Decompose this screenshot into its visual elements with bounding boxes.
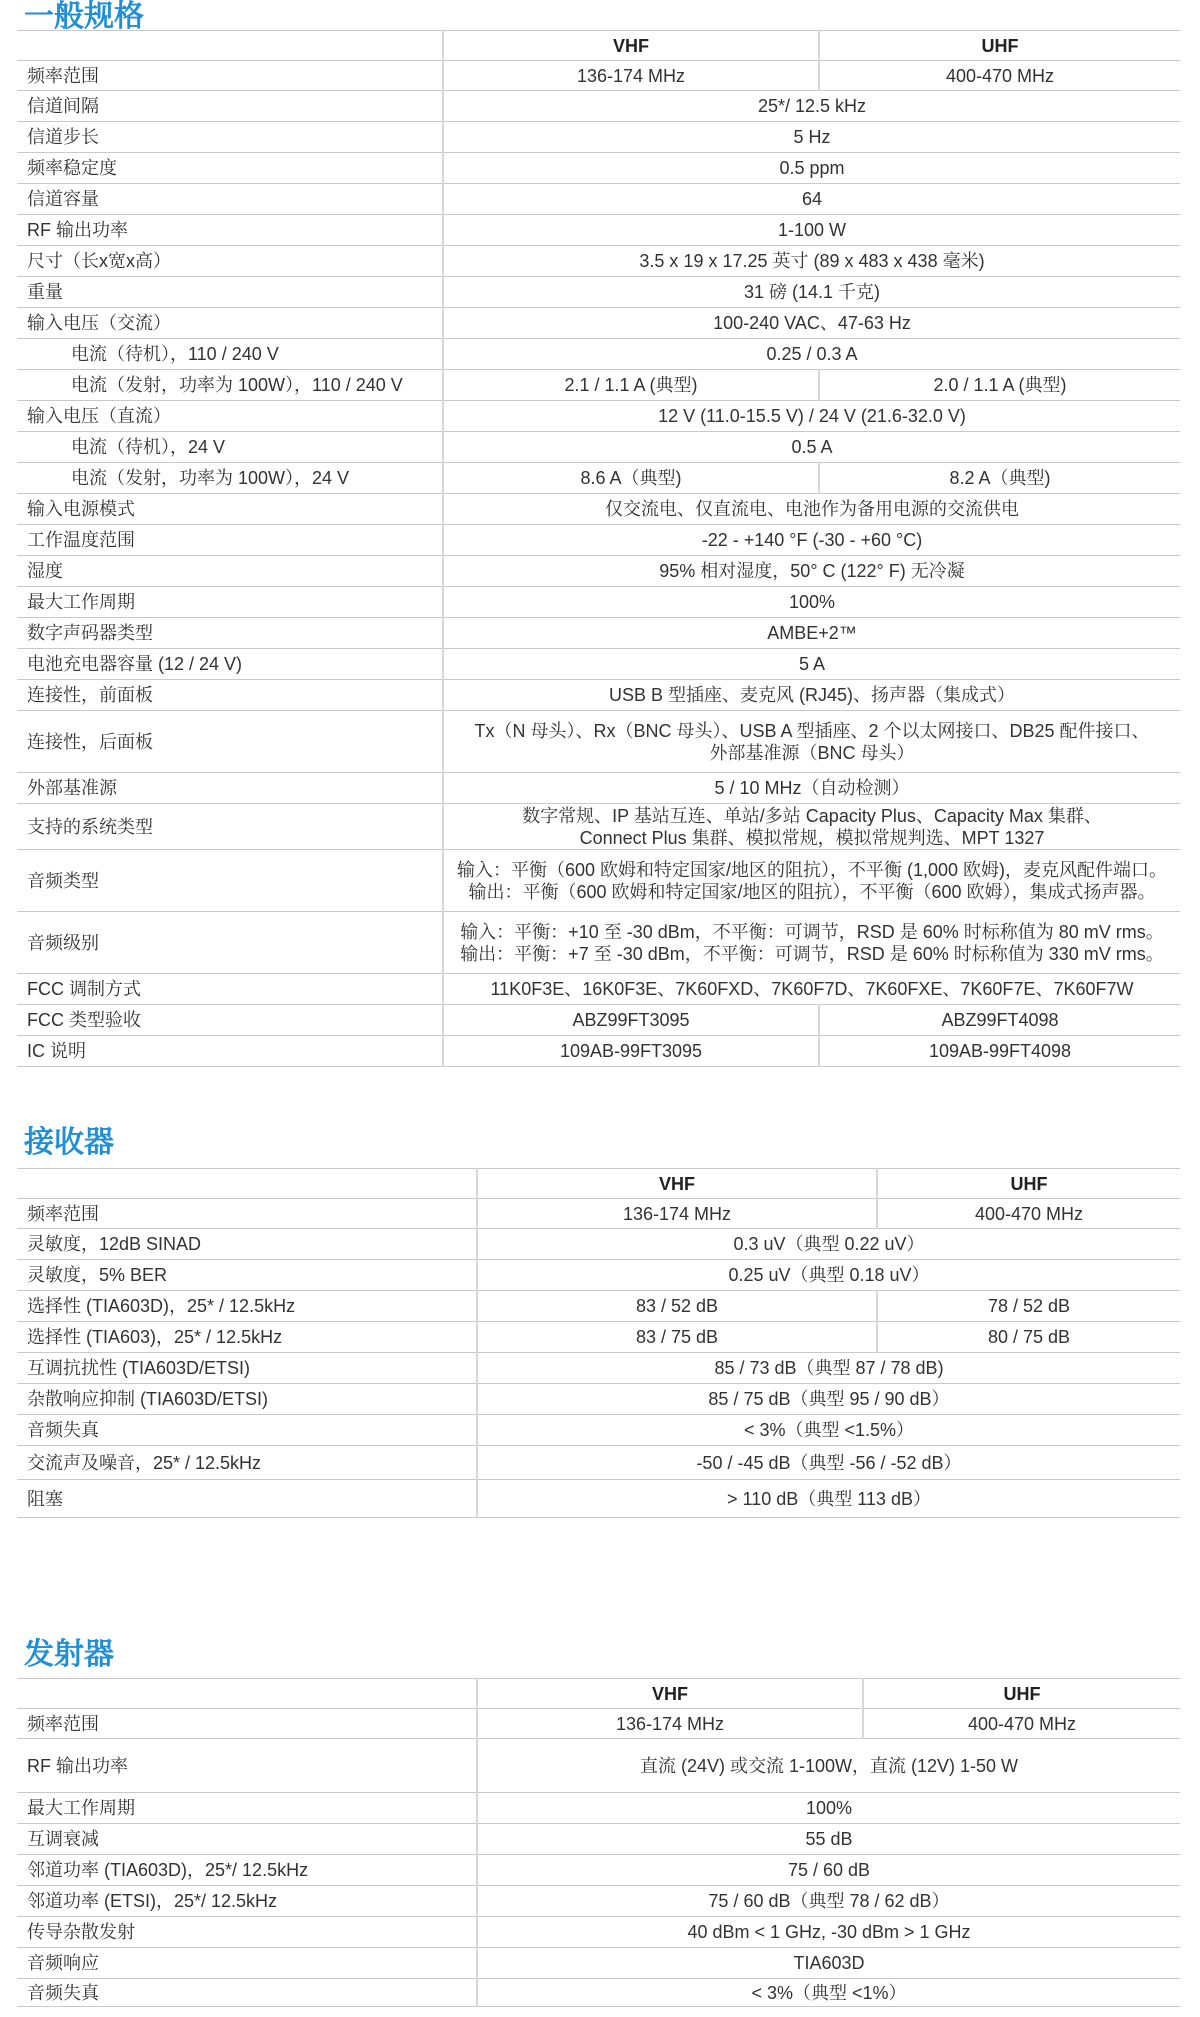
spec-value: 25*/ 12.5 kHz (443, 91, 1180, 122)
spec-row (17, 618, 1180, 649)
spec-label: RF 输出功率 (17, 215, 443, 246)
spec-row (17, 246, 1180, 277)
spec-value: AMBE+2™ (443, 618, 1180, 649)
spec-value: 100% (477, 1793, 1180, 1824)
spec-row (17, 1917, 1180, 1948)
spec-row (17, 432, 1180, 463)
spec-label: 互调衰减 (17, 1824, 477, 1855)
spec-value (443, 912, 1180, 974)
uhf-value: 78 / 52 dB (877, 1291, 1180, 1322)
spec-label: 电流（发射，功率为 100W），24 V (17, 463, 443, 494)
spec-value-line-2: Connect Plus 集群、模拟常规，模拟常规判选、MPT 1327 (579, 827, 1045, 848)
spec-row (17, 1739, 1180, 1793)
spec-row (17, 1260, 1180, 1291)
spec-value: < 3%（典型 <1%） (477, 1979, 1180, 2007)
spec-label: RF 输出功率 (17, 1739, 477, 1793)
spec-label: FCC 调制方式 (17, 974, 443, 1005)
spec-row (17, 1415, 1180, 1446)
spec-row (17, 1948, 1180, 1979)
header-blank-cell (17, 1679, 477, 1709)
spec-label: 输入电源模式 (17, 494, 443, 525)
spec-label: 音频失真 (17, 1979, 477, 2007)
spec-value: 12 V (11.0-15.5 V) / 24 V (21.6-32.0 V) (443, 401, 1180, 432)
uhf-value: 400-470 MHz (863, 1709, 1180, 1739)
spec-value: -50 / -45 dB（典型 -56 / -52 dB） (477, 1446, 1180, 1480)
spec-row (17, 525, 1180, 556)
spec-value: 31 磅 (14.1 千克) (443, 277, 1180, 308)
vhf-value: 136-174 MHz (477, 1199, 877, 1229)
uhf-value: 400-470 MHz (877, 1199, 1180, 1229)
spec-value: TIA603D (477, 1948, 1180, 1979)
spec-row (17, 184, 1180, 215)
spec-value: USB B 型插座、麦克风 (RJ45)、扬声器（集成式） (443, 680, 1180, 711)
spec-label: 阻塞 (17, 1480, 477, 1518)
spec-value (443, 711, 1180, 773)
vhf-value: ABZ99FT3095 (443, 1005, 819, 1036)
header-blank-cell (17, 1169, 477, 1199)
spec-label: 工作温度范围 (17, 525, 443, 556)
spec-row (17, 1446, 1180, 1480)
uhf-column-header: UHF (877, 1169, 1180, 1199)
vhf-column-header: VHF (443, 31, 819, 61)
spec-row (17, 1979, 1180, 2007)
spec-label: IC 说明 (17, 1036, 443, 1067)
spec-row (17, 1322, 1180, 1353)
spec-label: 频率范围 (17, 1709, 477, 1739)
spec-value: 85 / 73 dB（典型 87 / 78 dB) (477, 1353, 1180, 1384)
spec-label: 信道步长 (17, 122, 443, 153)
column-header-row (17, 1169, 1180, 1199)
spec-row (17, 804, 1180, 850)
spec-row (17, 1886, 1180, 1917)
spec-label: 灵敏度，5% BER (17, 1260, 477, 1291)
spec-label: 外部基准源 (17, 773, 443, 804)
uhf-value: 80 / 75 dB (877, 1322, 1180, 1353)
spec-row (17, 494, 1180, 525)
receiver-table (17, 1168, 1180, 1518)
spec-value-line-1: 输入：平衡：+10 至 -30 dBm，不平衡：可调节，RSD 是 60% 时标称值为 80 mV rms。 (460, 921, 1164, 942)
spec-label: 频率稳定度 (17, 153, 443, 184)
spec-value: 0.3 uV（典型 0.22 uV） (477, 1229, 1180, 1260)
vhf-value: 2.1 / 1.1 A (典型) (443, 370, 819, 401)
spec-label: 频率范围 (17, 1199, 477, 1229)
spec-row (17, 912, 1180, 974)
spec-value: < 3%（典型 <1.5%） (477, 1415, 1180, 1446)
vhf-value: 136-174 MHz (477, 1709, 863, 1739)
uhf-column-header: UHF (863, 1679, 1180, 1709)
spec-label: 音频失真 (17, 1415, 477, 1446)
spec-value-line-2: 外部基准源（BNC 母头） (709, 742, 915, 763)
spec-label: 连接性，前面板 (17, 680, 443, 711)
spec-label: 尺寸（长x宽x高） (17, 246, 443, 277)
spec-label: 数字声码器类型 (17, 618, 443, 649)
spec-row (17, 277, 1180, 308)
general-specs-title: 一般规格 (24, 0, 144, 33)
spec-label: 电流（待机），24 V (17, 432, 443, 463)
spec-row (17, 1353, 1180, 1384)
spec-value-line-2: 输出：平衡：+7 至 -30 dBm，不平衡：可调节，RSD 是 60% 时标称值为 330 mV rms。 (460, 943, 1164, 964)
spec-label: 音频类型 (17, 850, 443, 912)
spec-label: FCC 类型验收 (17, 1005, 443, 1036)
spec-value: 0.25 uV（典型 0.18 uV） (477, 1260, 1180, 1291)
spec-value: 5 / 10 MHz（自动检测） (443, 773, 1180, 804)
uhf-value: 8.2 A（典型) (819, 463, 1180, 494)
spec-value: 75 / 60 dB（典型 78 / 62 dB） (477, 1886, 1180, 1917)
spec-value-line-1: 数字常规、IP 基站互连、单站/多站 Capacity Plus、Capacity Max 集群、 (522, 805, 1102, 826)
uhf-value: 2.0 / 1.1 A (典型) (819, 370, 1180, 401)
spec-label: 灵敏度，12dB SINAD (17, 1229, 477, 1260)
spec-row (17, 339, 1180, 370)
uhf-value: ABZ99FT4098 (819, 1005, 1180, 1036)
spec-label: 支持的系统类型 (17, 804, 443, 850)
spec-label: 音频级别 (17, 912, 443, 974)
spec-row (17, 1480, 1180, 1518)
spec-label: 传导杂散发射 (17, 1917, 477, 1948)
spec-row (17, 1384, 1180, 1415)
header-blank-cell (17, 31, 443, 61)
spec-value: 仅交流电、仅直流电、电池作为备用电源的交流供电 (443, 494, 1180, 525)
spec-label: 选择性 (TIA603)，25* / 12.5kHz (17, 1322, 477, 1353)
spec-label: 重量 (17, 277, 443, 308)
spec-value: 64 (443, 184, 1180, 215)
spec-label: 信道间隔 (17, 91, 443, 122)
spec-label: 湿度 (17, 556, 443, 587)
spec-row (17, 61, 1180, 91)
spec-row (17, 308, 1180, 339)
spec-row (17, 1199, 1180, 1229)
uhf-value: 109AB-99FT4098 (819, 1036, 1180, 1067)
spec-label: 电流（发射，功率为 100W），110 / 240 V (17, 370, 443, 401)
spec-label: 电池充电器容量 (12 / 24 V) (17, 649, 443, 680)
spec-value: -22 - +140 °F (-30 - +60 °C) (443, 525, 1180, 556)
spec-row (17, 122, 1180, 153)
spec-value (443, 804, 1180, 850)
spec-value: > 110 dB（典型 113 dB） (477, 1480, 1180, 1518)
spec-value: 1-100 W (443, 215, 1180, 246)
spec-value: 55 dB (477, 1824, 1180, 1855)
spec-row (17, 1824, 1180, 1855)
general-specs-table (17, 30, 1180, 1067)
spec-value: 5 Hz (443, 122, 1180, 153)
spec-row (17, 1855, 1180, 1886)
vhf-value: 83 / 52 dB (477, 1291, 877, 1322)
spec-label: 输入电压（交流） (17, 308, 443, 339)
vhf-column-header: VHF (477, 1679, 863, 1709)
spec-value-line-2: 输出：平衡（600 欧姆和特定国家/地区的阻抗），不平衡（600 欧姆），集成式扬声器。 (468, 881, 1156, 902)
spec-label: 电流（待机），110 / 240 V (17, 339, 443, 370)
spec-label: 选择性 (TIA603D)，25* / 12.5kHz (17, 1291, 477, 1322)
spec-row (17, 850, 1180, 912)
spec-row (17, 401, 1180, 432)
spec-row (17, 680, 1180, 711)
spec-value: 0.25 / 0.3 A (443, 339, 1180, 370)
spec-label: 音频响应 (17, 1948, 477, 1979)
spec-value-line-1: 输入：平衡（600 欧姆和特定国家/地区的阻抗），不平衡 (1,000 欧姆)，麦克风配件端口。 (456, 859, 1168, 880)
spec-label: 输入电压（直流） (17, 401, 443, 432)
uhf-column-header: UHF (819, 31, 1180, 61)
vhf-value: 83 / 75 dB (477, 1322, 877, 1353)
spec-row (17, 1793, 1180, 1824)
spec-value: 0.5 ppm (443, 153, 1180, 184)
spec-value: 100-240 VAC、47-63 Hz (443, 308, 1180, 339)
vhf-column-header: VHF (477, 1169, 877, 1199)
spec-row (17, 773, 1180, 804)
spec-value-line-1: Tx（N 母头）、Rx（BNC 母头）、USB A 型插座、2 个以太网接口、DB25 配件接口、 (474, 720, 1150, 741)
spec-row (17, 153, 1180, 184)
spec-row (17, 370, 1180, 401)
vhf-value: 136-174 MHz (443, 61, 819, 91)
spec-value: 75 / 60 dB (477, 1855, 1180, 1886)
spec-row (17, 1005, 1180, 1036)
spec-value: 85 / 75 dB（典型 95 / 90 dB） (477, 1384, 1180, 1415)
spec-label: 交流声及噪音，25* / 12.5kHz (17, 1446, 477, 1480)
spec-row (17, 1709, 1180, 1739)
spec-label: 信道容量 (17, 184, 443, 215)
transmitter-table (17, 1678, 1180, 2007)
receiver-title: 接收器 (24, 1126, 114, 1159)
spec-value: 直流 (24V) 或交流 1-100W，直流 (12V) 1-50 W (477, 1739, 1180, 1793)
spec-row (17, 974, 1180, 1005)
column-header-row (17, 31, 1180, 61)
spec-row (17, 1229, 1180, 1260)
spec-label: 最大工作周期 (17, 587, 443, 618)
vhf-value: 8.6 A（典型) (443, 463, 819, 494)
spec-row (17, 711, 1180, 773)
column-header-row (17, 1679, 1180, 1709)
spec-row (17, 1291, 1180, 1322)
spec-label: 最大工作周期 (17, 1793, 477, 1824)
spec-row (17, 556, 1180, 587)
spec-value: 40 dBm < 1 GHz, -30 dBm > 1 GHz (477, 1917, 1180, 1948)
spec-label: 互调抗扰性 (TIA603D/ETSI) (17, 1353, 477, 1384)
spec-row (17, 649, 1180, 680)
spec-row (17, 587, 1180, 618)
spec-label: 连接性，后面板 (17, 711, 443, 773)
spec-value: 95% 相对湿度，50° C (122° F) 无冷凝 (443, 556, 1180, 587)
spec-label: 邻道功率 (TIA603D)，25*/ 12.5kHz (17, 1855, 477, 1886)
spec-row (17, 91, 1180, 122)
transmitter-title: 发射器 (24, 1638, 114, 1671)
spec-value (443, 850, 1180, 912)
spec-row (17, 215, 1180, 246)
spec-value: 3.5 x 19 x 17.25 英寸 (89 x 483 x 438 毫米) (443, 246, 1180, 277)
vhf-value: 109AB-99FT3095 (443, 1036, 819, 1067)
spec-label: 频率范围 (17, 61, 443, 91)
uhf-value: 400-470 MHz (819, 61, 1180, 91)
spec-label: 邻道功率 (ETSI)，25*/ 12.5kHz (17, 1886, 477, 1917)
spec-value: 0.5 A (443, 432, 1180, 463)
spec-row (17, 463, 1180, 494)
spec-label: 杂散响应抑制 (TIA603D/ETSI) (17, 1384, 477, 1415)
spec-value: 100% (443, 587, 1180, 618)
spec-value: 11K0F3E、16K0F3E、7K60FXD、7K60F7D、7K60FXE、7K60F7E、7K60F7W (443, 974, 1180, 1005)
spec-row (17, 1036, 1180, 1067)
spec-value: 5 A (443, 649, 1180, 680)
